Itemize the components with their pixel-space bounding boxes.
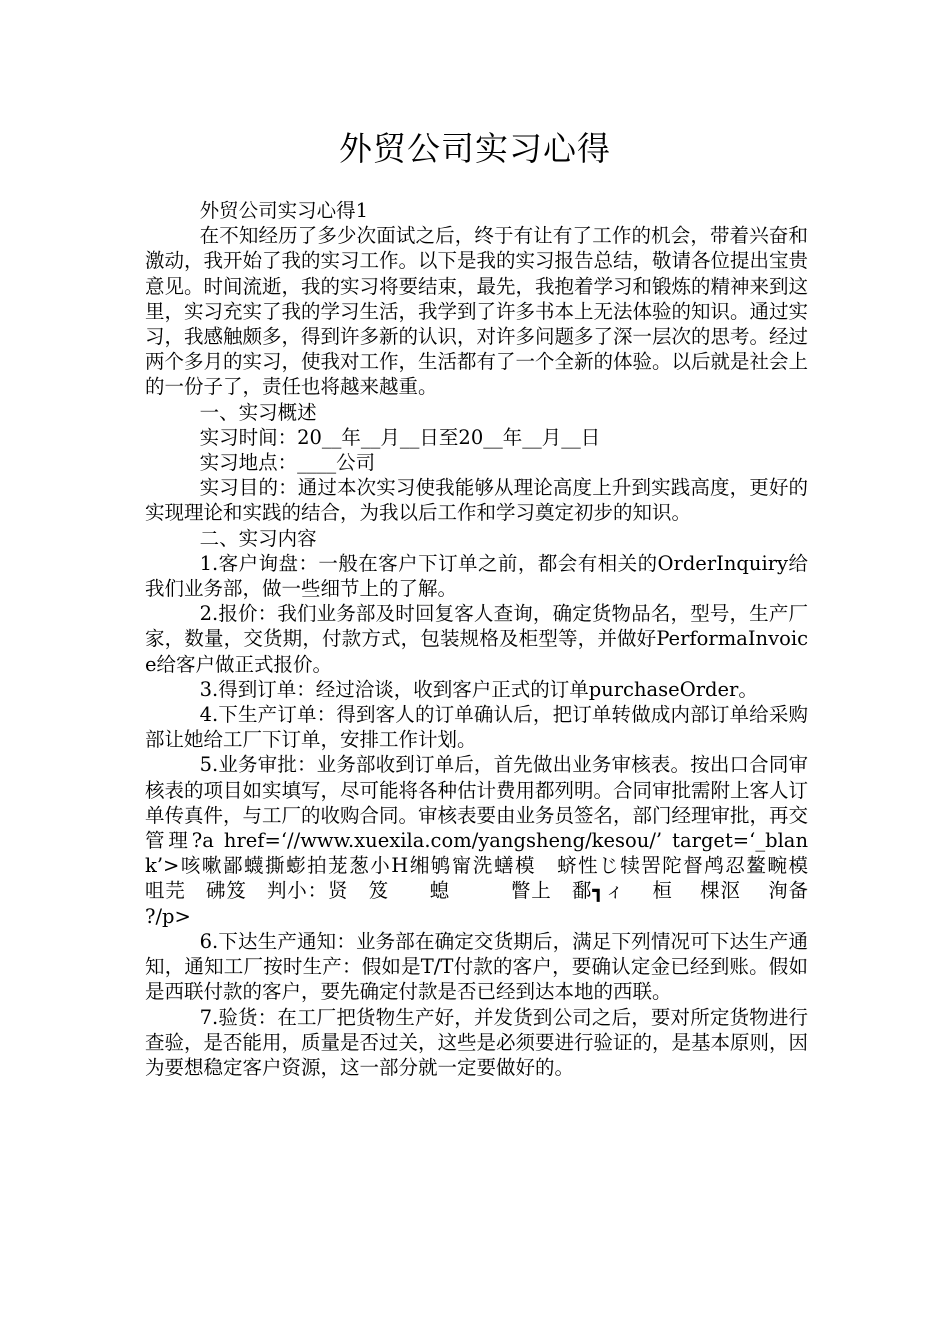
item-business-approval: 5.业务审批：业务部收到订单后，首先做出业务审核表。按出口合同审核表的项目如实填写，尽可能将各种估计费用都列明。合同审批需附上客人订单传真件，与工厂的收购合同。审核表要由业务员签名，部门经理审批，再交管理?a href=‘//www.xuexila.com/yangsheng/kesou/’ target=‘_blank’>咳嗽鄙蠛撕蟛拍茏葱小H缃鸲甯洗蟮模 蛴性じ犊罟陀督鸬忍鳌畹模 咀芫 砩笈 判小：贤 笈 螅 瞥上 鄱┓ィ 桓 棵沤 洵备 ?/p> <box>145 753 867 928</box>
content-heading: 二、实习内容 <box>199 526 317 550</box>
internship-purpose: 实习目的：通过本次实习使我能够从理论高度上升到实践高度，更好的实现理论和实践的结合，为我以后工作和学习奠定初步的知识。 <box>145 476 808 525</box>
document-title: 外贸公司实习心得 <box>339 129 611 168</box>
item-production-order: 4.下生产订单：得到客人的订单确认后，把订单转做成内部订单给采购部让她给工厂下订单，安排工作计划。 <box>145 703 808 752</box>
item-quotation: 2.报价：我们业务部及时回复客人查询，确定货物品名，型号，生产厂家，数量，交货期，付款方式，包装规格及柜型等，并做好PerformaInvoice给客户做正式报价。 <box>145 602 808 676</box>
item-inspection: 7.验货：在工厂把货物生产好，并发货到公司之后，要对所定货物进行查验，是否能用，质量是否过关，这些是必须要进行验证的，是基本原则，因为要想稳定客户资源，这一部分就一定要做好的。 <box>145 1005 809 1079</box>
internship-time: 实习时间：20__年__月__日至20__年__月__日 <box>199 425 601 449</box>
document-body <box>145 198 867 1080</box>
section-heading-1: 外贸公司实习心得1 <box>199 199 369 222</box>
overview-heading: 一、实习概述 <box>199 400 317 424</box>
internship-location: 实习地点：____公司 <box>199 451 376 475</box>
item-production-notice: 6.下达生产通知：业务部在确定交货期后，满足下列情况可下达生产通知，通知工厂按时生产：假如是T/T付款的客户，要确认定金已经到账。假如是西联付款的客户，要先确定付款是否已经到达本地的西联。 <box>145 929 808 1004</box>
item-get-order: 3.得到订单：经过洽谈，收到客户正式的订单purchaseOrder。 <box>199 677 758 701</box>
intro-paragraph: 在不知经历了多少次面试之后，终于有让有了工作的机会，带着兴奋和激动，我开始了我的实习工作。以下是我的实习报告总结，敬请各位提出宝贵意见。时间流逝，我的实习将要结束，最先，我抱着学习和锻炼的精神来到这里，实习充实了我的学习生活，我学到了许多书本上无法体验的知识。通过实习，我感触颇多，得到许多新的认识，对许多问题多了深一层次的思考。经过两个多月的实习，使我对工作，生活都有了一个全新的体验。以后就是社会上的一份子了，责任也将越来越重。 <box>145 224 809 399</box>
item-customer-inquiry: 1.客户询盘：一般在客户下订单之前，都会有相关的OrderInquiry给我们业务部，做一些细节上的了解。 <box>145 551 808 601</box>
